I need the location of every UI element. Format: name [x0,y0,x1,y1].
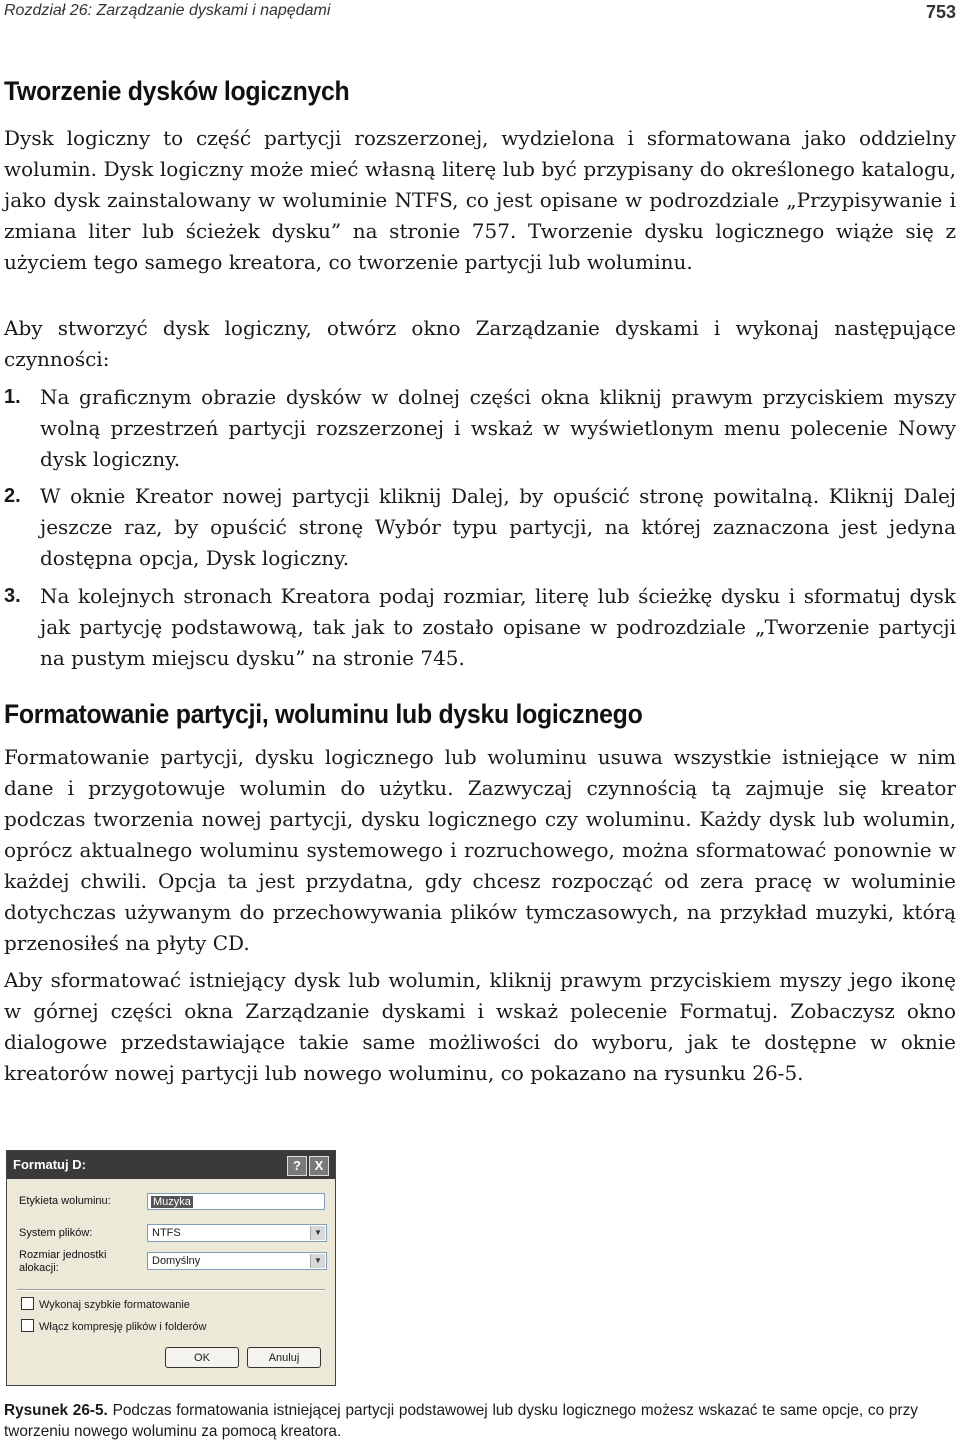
step-number: 3. [4,585,21,607]
running-head [4,2,956,26]
volume-label-input[interactable] [147,1193,325,1210]
allocation-unit-select[interactable] [147,1252,327,1270]
ok-button[interactable]: OK [165,1347,239,1368]
allocation-unit-caption: Rozmiar jednostki alokacji: [19,1249,107,1274]
dialog-title: Formatuj D: [13,1157,86,1172]
compression-label: Włącz kompresję plików i folderów [39,1321,207,1333]
chapter-title: Rozdział 26: Zarządzanie dyskami i napędami [4,2,331,19]
chevron-down-icon: ▼ [310,1254,325,1268]
section-heading-logical-drives: Tworzenie dysków logicznych [4,76,350,106]
page-number: 753 [925,2,956,22]
step-text: Na graficznym obrazie dysków w dolnej części okna kliknij prawym przyciskiem myszy wolną przestrzeń partycji rozszerzonej i wskaż w wyświetlonym menu polecenie Nowy dysk logiczny. [40,385,956,471]
list-item-step-2 [4,481,956,574]
list-item-step-1 [4,382,956,475]
dialog-titlebar [7,1151,335,1179]
checkbox-box[interactable] [21,1319,34,1332]
cancel-button[interactable]: Anuluj [247,1347,321,1368]
checkbox-box[interactable] [21,1297,34,1310]
step-number: 1. [4,386,21,408]
quick-format-label: Wykonaj szybkie formatowanie [39,1299,190,1311]
list-item-step-3 [4,581,956,674]
figure-caption-text: Podczas formatowania istniejącej partycji podstawowej lub dysku logicznego możesz wskazać te same opcje, co przy tworzeniu nowego woluminu za pomocą kreatora. [4,1402,918,1440]
file-system-select[interactable] [147,1224,327,1242]
volume-label-caption: Etykieta woluminu: [19,1195,111,1207]
figure-caption [4,1400,918,1442]
section-heading-formatting: Formatowanie partycji, woluminu lub dysku logicznego [4,699,643,729]
quick-format-checkbox[interactable] [21,1297,190,1312]
chevron-down-icon: ▼ [310,1226,325,1240]
volume-label-value: Muzyka [153,1196,191,1208]
paragraph-formatting-how: Aby sformatować istniejący dysk lub wolumin, kliknij prawym przyciskiem myszy jego ikonę w górnej części okna Zarządzanie dyskami i wskaż polecenie Formatuj. Zobaczysz okno dialogowe przedstawiające takie same możliwości do wyboru, jak te dostępne w oknie kreatorów nowej partycji lub nowego woluminu, co pokazano na rysunku 26-5. [4,968,956,1085]
figure-label: Rysunek 26-5. [4,1402,108,1419]
file-system-value: NTFS [152,1227,181,1239]
step-text: Na kolejnych stronach Kreatora podaj rozmiar, literę lub ścieżkę dysku i sformatuj dysk jak partycję podstawową, tak jak to zostało opisane w podrozdziale „Tworzenie partycji na pustym miejscu dysku” na stronie 745. [40,584,956,670]
compression-checkbox[interactable] [21,1319,207,1334]
paragraph-logical-steps-intro: Aby stworzyć dysk logiczny, otwórz okno Zarządzanie dyskami i wykonaj następujące czynności: [4,316,956,371]
step-number: 2. [4,485,21,507]
paragraph-formatting-intro: Formatowanie partycji, dysku logicznego lub woluminu usuwa wszystkie istniejące w nim dane i przygotowuje wolumin do użytku. Zazwyczaj czynnością tą zajmuje się kreator podczas tworzenia nowej partycji, dysku logicznego czy woluminu. Każdy dysk lub wolumin, oprócz aktualnego woluminu systemowego i rozruchowego, można sformatować ponownie w każdej chwili. Opcja ta jest przydatna, gdy chcesz rozpocząć od zera pracę w woluminie dotychczas używanym do przechowywania plików tymczasowych, na przykład muzyki, którą przenosiłeś na płyty CD. [4,745,956,955]
close-icon[interactable]: X [309,1156,329,1176]
file-system-caption: System plików: [19,1227,93,1239]
step-text: W oknie Kreator nowej partycji kliknij Dalej, by opuścić stronę powitalną. Kliknij Dalej jeszcze raz, by opuścić stronę Wybór typu partycji, na której zaznaczona jest jedyna dostępna opcja, Dysk logiczny. [40,484,956,570]
help-icon[interactable]: ? [287,1156,307,1176]
dialog-divider [17,1289,325,1291]
paragraph-logical-intro: Dysk logiczny to część partycji rozszerzonej, wydzielona i sformatowana jako oddzielny wolumin. Dysk logiczny może mieć własną literę lub być przypisany do określonego katalogu, jako dysk zainstalowany w woluminie NTFS, co jest opisane w podrozdziale „Przypisywanie i zmiana liter lub ścieżek dysku” na stronie 757. Tworzenie dysku logicznego wiąże się z użyciem tego samego kreatora, co tworzenie partycji lub woluminu. [4,126,956,274]
allocation-unit-value: Domyślny [152,1255,201,1267]
format-dialog-figure [6,1150,336,1386]
